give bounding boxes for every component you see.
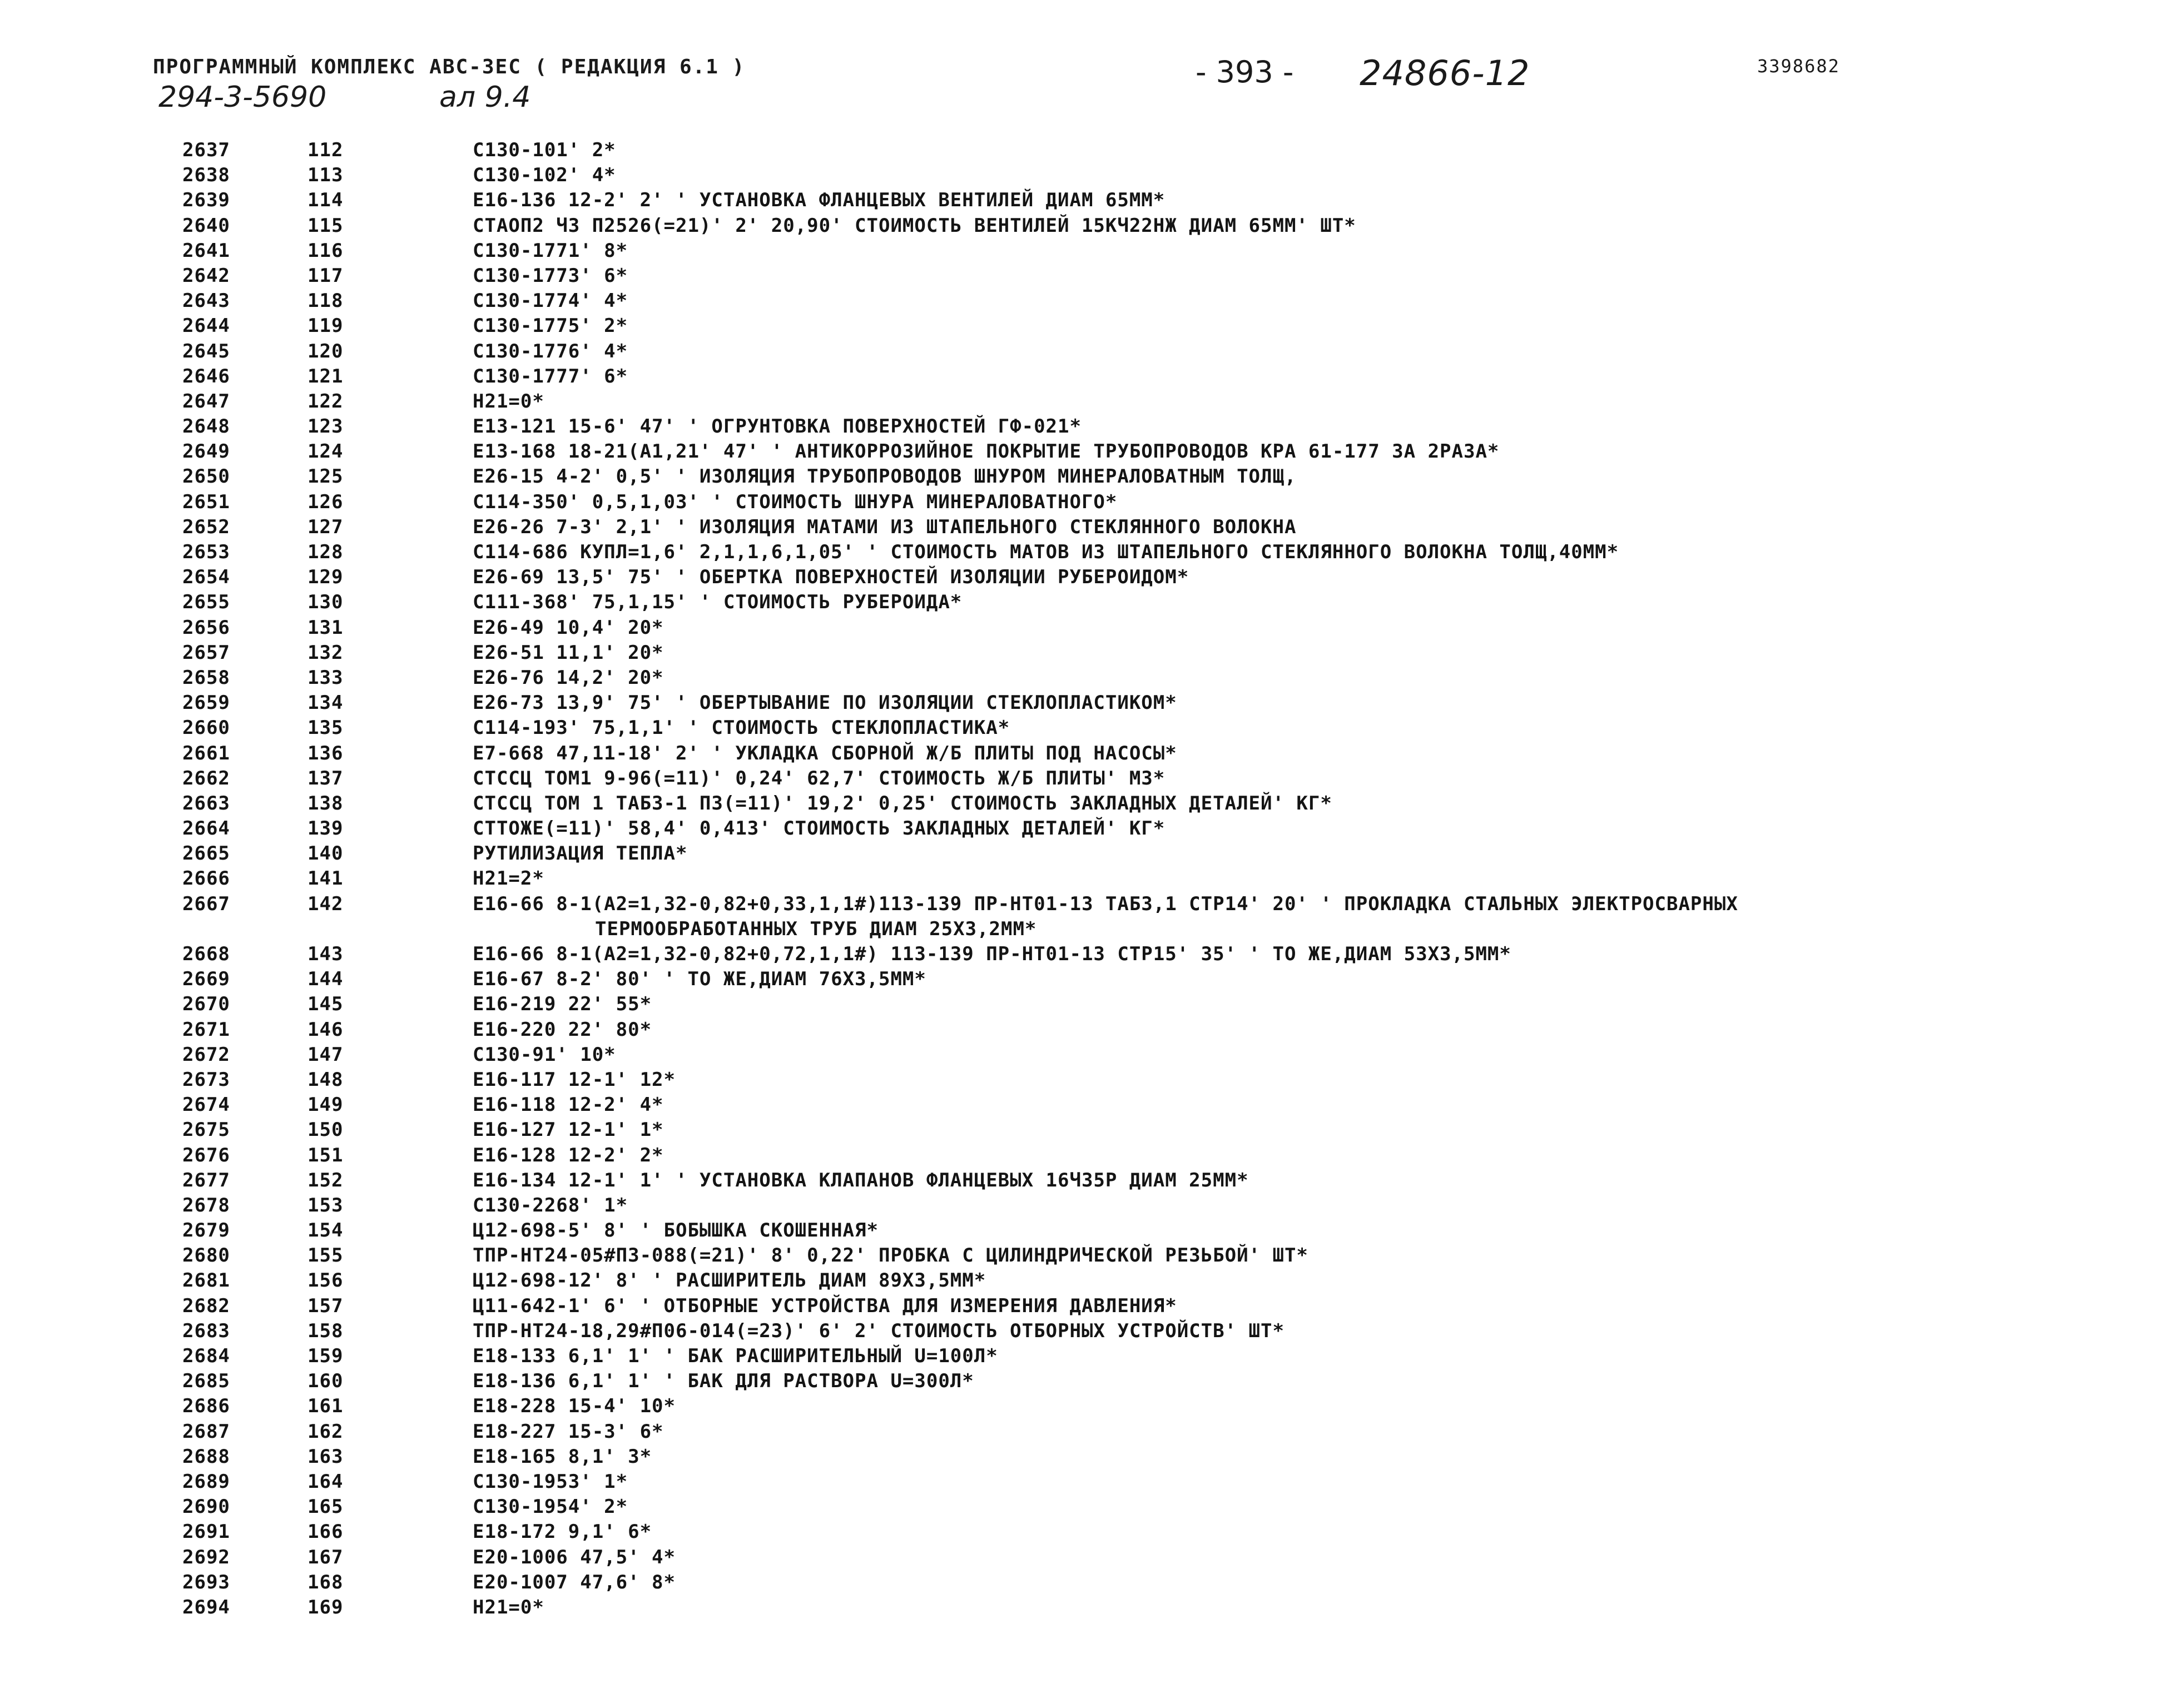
step-number: 154 xyxy=(308,1219,344,1242)
listing-line xyxy=(0,741,2167,766)
listing-line xyxy=(0,716,2167,741)
line-number: 2659 xyxy=(182,692,230,714)
line-number: 2679 xyxy=(182,1219,230,1242)
document-code: 3398682 xyxy=(1757,56,1840,77)
step-number: 117 xyxy=(308,264,344,287)
step-number: 134 xyxy=(308,692,344,714)
statement-text: Е16-219 22' 55* xyxy=(473,993,652,1016)
step-number: 132 xyxy=(308,641,344,664)
listing-line xyxy=(0,1218,2167,1243)
step-number: 112 xyxy=(308,139,344,161)
line-number: 2692 xyxy=(182,1546,230,1568)
statement-text: Е13-168 18-21(А1,21' 47' ' АНТИКОРРОЗИЙНОЕ ПОКРЫТИЕ ТРУБОПРОВОДОВ КРА 61-177 ЗА 2РАЗА* xyxy=(473,440,1500,463)
listing-line xyxy=(0,1494,2167,1520)
listing-line xyxy=(0,1193,2167,1218)
statement-text: Н21=0* xyxy=(473,390,544,413)
statement-text: Е16-134 12-1' 1' ' УСТАНОВКА КЛАПАНОВ ФЛАНЦЕВЫХ 16Ч35Р ДИАМ 25ММ* xyxy=(473,1169,1249,1191)
step-number: 152 xyxy=(308,1169,344,1191)
statement-text: Е16-66 8-1(А2=1,32-0,82+0,72,1,1#) 113-139 ПР-НТ01-13 СТР15' 35' ' ТО ЖЕ,ДИАМ 53Х3,5ММ* xyxy=(473,943,1511,966)
listing-line xyxy=(0,1394,2167,1419)
statement-text: Е16-136 12-2' 2' ' УСТАНОВКА ФЛАНЦЕВЫХ ВЕНТИЛЕЙ ДИАМ 65ММ* xyxy=(473,189,1166,212)
statement-text: Е16-66 8-1(А2=1,32-0,82+0,33,1,1#)113-139 ПР-НТ01-13 ТАБ3,1 СТР14' 20' ' ПРОКЛАДКА СТАЛЬНЫХ ЭЛЕКТРОСВАРНЫХ xyxy=(473,892,1738,915)
line-number: 2674 xyxy=(182,1094,230,1116)
step-number: 120 xyxy=(308,340,344,363)
step-number: 153 xyxy=(308,1194,344,1217)
step-number: 155 xyxy=(308,1244,344,1267)
listing-line xyxy=(0,816,2167,841)
line-number: 2672 xyxy=(182,1043,230,1066)
line-number: 2681 xyxy=(182,1269,230,1292)
step-number: 156 xyxy=(308,1269,344,1292)
step-number: 121 xyxy=(308,365,344,388)
statement-text: Е20-1007 47,6' 8* xyxy=(473,1571,676,1593)
statement-text: Ц12-698-5' 8' ' БОБЫШКА СКОШЕННАЯ* xyxy=(473,1219,879,1242)
page-number: - 393 - xyxy=(1196,54,1294,90)
statement-text: СТССЦ ТОМ 1 ТАБ3-1 П3(=11)' 19,2' 0,25' СТОИМОСТЬ ЗАКЛАДНЫХ ДЕТАЛЕЙ' КГ* xyxy=(473,792,1332,815)
step-number: 143 xyxy=(308,943,344,966)
statement-text: ТПР-НТ24-18,29#П06-014(=23)' 6' 2' СТОИМОСТЬ ОТБОРНЫХ УСТРОЙСТВ' ШТ* xyxy=(473,1319,1285,1342)
step-number: 118 xyxy=(308,290,344,312)
line-number: 2686 xyxy=(182,1395,230,1418)
step-number: 151 xyxy=(308,1144,344,1166)
statement-text: Е26-15 4-2' 0,5' ' ИЗОЛЯЦИЯ ТРУБОПРОВОДОВ ШНУРОМ МИНЕРАЛОВАТНЫМ ТОЛЩ, xyxy=(473,465,1297,488)
statement-text: Е26-73 13,9' 75' ' ОБЕРТЫВАНИЕ ПО ИЗОЛЯЦИИ СТЕКЛОПЛАСТИКОМ* xyxy=(473,692,1177,714)
statement-text: СТАОП2 Ч3 П2526(=21)' 2' 20,90' СТОИМОСТЬ ВЕНТИЛЕЙ 15КЧ22НЖ ДИАМ 65ММ' ШТ* xyxy=(473,214,1356,237)
step-number: 145 xyxy=(308,993,344,1016)
listing-line xyxy=(0,289,2167,314)
line-number: 2664 xyxy=(182,817,230,840)
step-number: 157 xyxy=(308,1294,344,1317)
listing-line xyxy=(0,464,2167,489)
statement-text: С130-1776' 4* xyxy=(473,340,628,363)
listing-line xyxy=(0,540,2167,565)
line-number: 2682 xyxy=(182,1294,230,1317)
listing-line xyxy=(0,214,2167,239)
step-number: 138 xyxy=(308,792,344,815)
step-number: 149 xyxy=(308,1094,344,1116)
step-number: 169 xyxy=(308,1596,344,1618)
listing-line xyxy=(0,188,2167,213)
listing-line xyxy=(0,691,2167,716)
listing-line xyxy=(0,590,2167,615)
statement-text: С130-1774' 4* xyxy=(473,290,628,312)
listing-line xyxy=(0,1319,2167,1344)
step-number: 116 xyxy=(308,239,344,262)
line-number: 2687 xyxy=(182,1420,230,1443)
line-number: 2658 xyxy=(182,666,230,689)
listing-line xyxy=(0,1042,2167,1068)
statement-text: Е26-26 7-3' 2,1' ' ИЗОЛЯЦИЯ МАТАМИ ИЗ ШТАПЕЛЬНОГО СТЕКЛЯННОГО ВОЛОКНА xyxy=(473,515,1297,538)
statement-text: С130-102' 4* xyxy=(473,164,616,187)
step-number: 125 xyxy=(308,465,344,488)
listing-line xyxy=(0,1243,2167,1268)
listing-line xyxy=(0,138,2167,163)
listing-line xyxy=(0,615,2167,640)
statement-text: С130-101' 2* xyxy=(473,139,616,161)
listing-line xyxy=(0,389,2167,414)
line-number: 2654 xyxy=(182,566,230,589)
line-number: 2647 xyxy=(182,390,230,413)
listing-line xyxy=(0,1143,2167,1168)
listing-line xyxy=(0,992,2167,1017)
program-title: ПРОГРАММНЫЙ КОМПЛЕКС АВС-3ЕС ( РЕДАКЦИЯ 6.1 ) xyxy=(153,56,746,78)
step-number: 150 xyxy=(308,1119,344,1141)
step-number: 130 xyxy=(308,591,344,614)
listing-line xyxy=(0,791,2167,816)
statement-text: Н21=2* xyxy=(473,867,544,890)
line-number: 2677 xyxy=(182,1169,230,1191)
step-number: 127 xyxy=(308,515,344,538)
statement-text: Е16-118 12-2' 4* xyxy=(473,1094,664,1116)
line-number: 2641 xyxy=(182,239,230,262)
step-number: 164 xyxy=(308,1470,344,1493)
program-listing xyxy=(0,138,2167,1620)
line-number: 2662 xyxy=(182,767,230,790)
line-number: 2652 xyxy=(182,515,230,538)
line-number: 2640 xyxy=(182,214,230,237)
listing-line xyxy=(0,866,2167,891)
line-number: 2655 xyxy=(182,591,230,614)
statement-text: С114-686 КУПЛ=1,6' 2,1,1,6,1,05' ' СТОИМОСТЬ МАТОВ ИЗ ШТАПЕЛЬНОГО СТЕКЛЯННОГО ВОЛОКНА ТОЛЩ,40ММ* xyxy=(473,541,1619,563)
line-number: 2639 xyxy=(182,189,230,212)
listing-line xyxy=(0,892,2167,942)
statement-text: Е13-121 15-6' 47' ' ОГРУНТОВКА ПОВЕРХНОСТЕЙ ГФ-021* xyxy=(473,415,1082,438)
listing-line xyxy=(0,565,2167,590)
step-number: 140 xyxy=(308,842,344,865)
listing-line xyxy=(0,666,2167,691)
step-number: 161 xyxy=(308,1395,344,1418)
statement-continuation: ТЕРМООБРАБОТАННЫХ ТРУБ ДИАМ 25Х3,2ММ* xyxy=(595,917,1037,940)
step-number: 142 xyxy=(308,892,344,915)
step-number: 131 xyxy=(308,616,344,639)
listing-line xyxy=(0,1469,2167,1494)
step-number: 146 xyxy=(308,1018,344,1041)
statement-text: Ц11-642-1' 6' ' ОТБОРНЫЕ УСТРОЙСТВА ДЛЯ ИЗМЕРЕНИЯ ДАВЛЕНИЯ* xyxy=(473,1294,1177,1317)
line-number: 2649 xyxy=(182,440,230,463)
statement-text: С130-2268' 1* xyxy=(473,1194,628,1217)
handwritten-project-number: 294-3-5690 xyxy=(158,81,327,114)
listing-line xyxy=(0,1595,2167,1620)
line-number: 2665 xyxy=(182,842,230,865)
listing-line xyxy=(0,1369,2167,1394)
listing-line xyxy=(0,1344,2167,1369)
line-number: 2646 xyxy=(182,365,230,388)
step-number: 163 xyxy=(308,1445,344,1468)
step-number: 124 xyxy=(308,440,344,463)
step-number: 133 xyxy=(308,666,344,689)
step-number: 126 xyxy=(308,490,344,513)
step-number: 158 xyxy=(308,1319,344,1342)
step-number: 165 xyxy=(308,1496,344,1518)
statement-text: СТССЦ ТОМ1 9-96(=11)' 0,24' 62,7' СТОИМОСТЬ Ж/Б ПЛИТЫ' М3* xyxy=(473,767,1166,790)
handwritten-sheet-note: ал 9.4 xyxy=(439,81,531,114)
statement-text: Е26-51 11,1' 20* xyxy=(473,641,664,664)
statement-text: Е16-220 22' 80* xyxy=(473,1018,652,1041)
line-number: 2676 xyxy=(182,1144,230,1166)
step-number: 129 xyxy=(308,566,344,589)
step-number: 162 xyxy=(308,1420,344,1443)
listing-line xyxy=(0,1570,2167,1595)
listing-line xyxy=(0,942,2167,967)
step-number: 114 xyxy=(308,189,344,212)
step-number: 167 xyxy=(308,1546,344,1568)
step-number: 113 xyxy=(308,164,344,187)
statement-text: РУТИЛИЗАЦИЯ ТЕПЛА* xyxy=(473,842,688,865)
step-number: 135 xyxy=(308,717,344,739)
listing-line xyxy=(0,314,2167,339)
line-number: 2645 xyxy=(182,340,230,363)
line-number: 2683 xyxy=(182,1319,230,1342)
line-number: 2637 xyxy=(182,139,230,161)
line-number: 2680 xyxy=(182,1244,230,1267)
line-number: 2638 xyxy=(182,164,230,187)
listing-line xyxy=(0,163,2167,188)
statement-text: С114-193' 75,1,1' ' СТОИМОСТЬ СТЕКЛОПЛАСТИКА* xyxy=(473,717,1010,739)
line-number: 2651 xyxy=(182,490,230,513)
document-number: 24866-12 xyxy=(1360,53,1530,93)
line-number: 2650 xyxy=(182,465,230,488)
statement-text: Е26-69 13,5' 75' ' ОБЕРТКА ПОВЕРХНОСТЕЙ ИЗОЛЯЦИИ РУБЕРОИДОМ* xyxy=(473,566,1189,589)
listing-line xyxy=(0,1268,2167,1293)
line-number: 2694 xyxy=(182,1596,230,1618)
listing-line xyxy=(0,364,2167,389)
listing-line xyxy=(0,490,2167,515)
step-number: 141 xyxy=(308,867,344,890)
statement-text: Е18-165 8,1' 3* xyxy=(473,1445,652,1468)
listing-line xyxy=(0,640,2167,666)
line-number: 2689 xyxy=(182,1470,230,1493)
line-number: 2660 xyxy=(182,717,230,739)
step-number: 119 xyxy=(308,315,344,337)
line-number: 2668 xyxy=(182,943,230,966)
line-number: 2671 xyxy=(182,1018,230,1041)
statement-text: С130-1773' 6* xyxy=(473,264,628,287)
statement-text: Е18-228 15-4' 10* xyxy=(473,1395,676,1418)
listing-line xyxy=(0,264,2167,289)
statement-text: Е26-76 14,2' 20* xyxy=(473,666,664,689)
statement-text: Е18-133 6,1' 1' ' БАК РАСШИРИТЕЛЬНЫЙ U=100Л* xyxy=(473,1345,998,1368)
step-number: 148 xyxy=(308,1068,344,1091)
statement-text: Е7-668 47,11-18' 2' ' УКЛАДКА СБОРНОЙ Ж/Б ПЛИТЫ ПОД НАСОСЫ* xyxy=(473,742,1177,764)
statement-text: Ц12-698-12' 8' ' РАСШИРИТЕЛЬ ДИАМ 89Х3,5ММ* xyxy=(473,1269,986,1292)
statement-text: Е26-49 10,4' 20* xyxy=(473,616,664,639)
line-number: 2675 xyxy=(182,1119,230,1141)
statement-text: С130-1953' 1* xyxy=(473,1470,628,1493)
statement-text: Е18-227 15-3' 6* xyxy=(473,1420,664,1443)
line-number: 2684 xyxy=(182,1345,230,1368)
listing-line xyxy=(0,339,2167,364)
line-number: 2661 xyxy=(182,742,230,764)
statement-text: Е20-1006 47,5' 4* xyxy=(473,1546,676,1568)
step-number: 168 xyxy=(308,1571,344,1593)
listing-line xyxy=(0,515,2167,540)
listing-line xyxy=(0,766,2167,791)
listing-line xyxy=(0,439,2167,464)
listing-line xyxy=(0,1118,2167,1143)
statement-text: С130-91' 10* xyxy=(473,1043,616,1066)
step-number: 128 xyxy=(308,541,344,563)
listing-line xyxy=(0,414,2167,439)
statement-text: С114-350' 0,5,1,03' ' СТОИМОСТЬ ШНУРА МИНЕРАЛОВАТНОГО* xyxy=(473,490,1118,513)
line-number: 2693 xyxy=(182,1571,230,1593)
line-number: 2670 xyxy=(182,993,230,1016)
step-number: 115 xyxy=(308,214,344,237)
listing-line xyxy=(0,1545,2167,1570)
statement-text: Е18-136 6,1' 1' ' БАК ДЛЯ РАСТВОРА U=300Л* xyxy=(473,1370,974,1393)
line-number: 2666 xyxy=(182,867,230,890)
step-number: 136 xyxy=(308,742,344,764)
line-number: 2657 xyxy=(182,641,230,664)
listing-line xyxy=(0,1017,2167,1042)
listing-line xyxy=(0,1093,2167,1118)
line-number: 2656 xyxy=(182,616,230,639)
statement-text: ТПР-НТ24-05#П3-088(=21)' 8' 0,22' ПРОБКА С ЦИЛИНДРИЧЕСКОЙ РЕЗЬБОЙ' ШТ* xyxy=(473,1244,1308,1267)
line-number: 2644 xyxy=(182,315,230,337)
statement-text: Е16-127 12-1' 1* xyxy=(473,1119,664,1141)
line-number: 2667 xyxy=(182,892,230,915)
line-number: 2678 xyxy=(182,1194,230,1217)
line-number: 2653 xyxy=(182,541,230,563)
line-number: 2648 xyxy=(182,415,230,438)
listing-line xyxy=(0,967,2167,992)
statement-text: Н21=0* xyxy=(473,1596,544,1618)
step-number: 123 xyxy=(308,415,344,438)
line-number: 2688 xyxy=(182,1445,230,1468)
line-number: 2690 xyxy=(182,1496,230,1518)
step-number: 147 xyxy=(308,1043,344,1066)
listing-line xyxy=(0,1168,2167,1193)
step-number: 139 xyxy=(308,817,344,840)
step-number: 144 xyxy=(308,968,344,991)
listing-line xyxy=(0,239,2167,264)
statement-text: С130-1777' 6* xyxy=(473,365,628,388)
line-number: 2669 xyxy=(182,968,230,991)
statement-text: Е18-172 9,1' 6* xyxy=(473,1521,652,1543)
line-number: 2673 xyxy=(182,1068,230,1091)
step-number: 122 xyxy=(308,390,344,413)
step-number: 166 xyxy=(308,1521,344,1543)
line-number: 2663 xyxy=(182,792,230,815)
statement-text: С130-1775' 2* xyxy=(473,315,628,337)
listing-line xyxy=(0,1444,2167,1469)
listing-line xyxy=(0,841,2167,866)
line-number: 2643 xyxy=(182,290,230,312)
listing-line xyxy=(0,1419,2167,1444)
step-number: 137 xyxy=(308,767,344,790)
step-number: 159 xyxy=(308,1345,344,1368)
statement-text: С130-1954' 2* xyxy=(473,1496,628,1518)
line-number: 2642 xyxy=(182,264,230,287)
statement-text: Е16-128 12-2' 2* xyxy=(473,1144,664,1166)
statement-text: С111-368' 75,1,15' ' СТОИМОСТЬ РУБЕРОИДА* xyxy=(473,591,963,614)
statement-text: Е16-117 12-1' 12* xyxy=(473,1068,676,1091)
line-number: 2691 xyxy=(182,1521,230,1543)
statement-text: СТТОЖЕ(=11)' 58,4' 0,413' СТОИМОСТЬ ЗАКЛАДНЫХ ДЕТАЛЕЙ' КГ* xyxy=(473,817,1166,840)
listing-line xyxy=(0,1520,2167,1545)
listing-line xyxy=(0,1294,2167,1319)
line-number: 2685 xyxy=(182,1370,230,1393)
statement-text: С130-1771' 8* xyxy=(473,239,628,262)
listing-line xyxy=(0,1068,2167,1093)
step-number: 160 xyxy=(308,1370,344,1393)
statement-text: Е16-67 8-2' 80' ' ТО ЖЕ,ДИАМ 76Х3,5ММ* xyxy=(473,968,926,991)
